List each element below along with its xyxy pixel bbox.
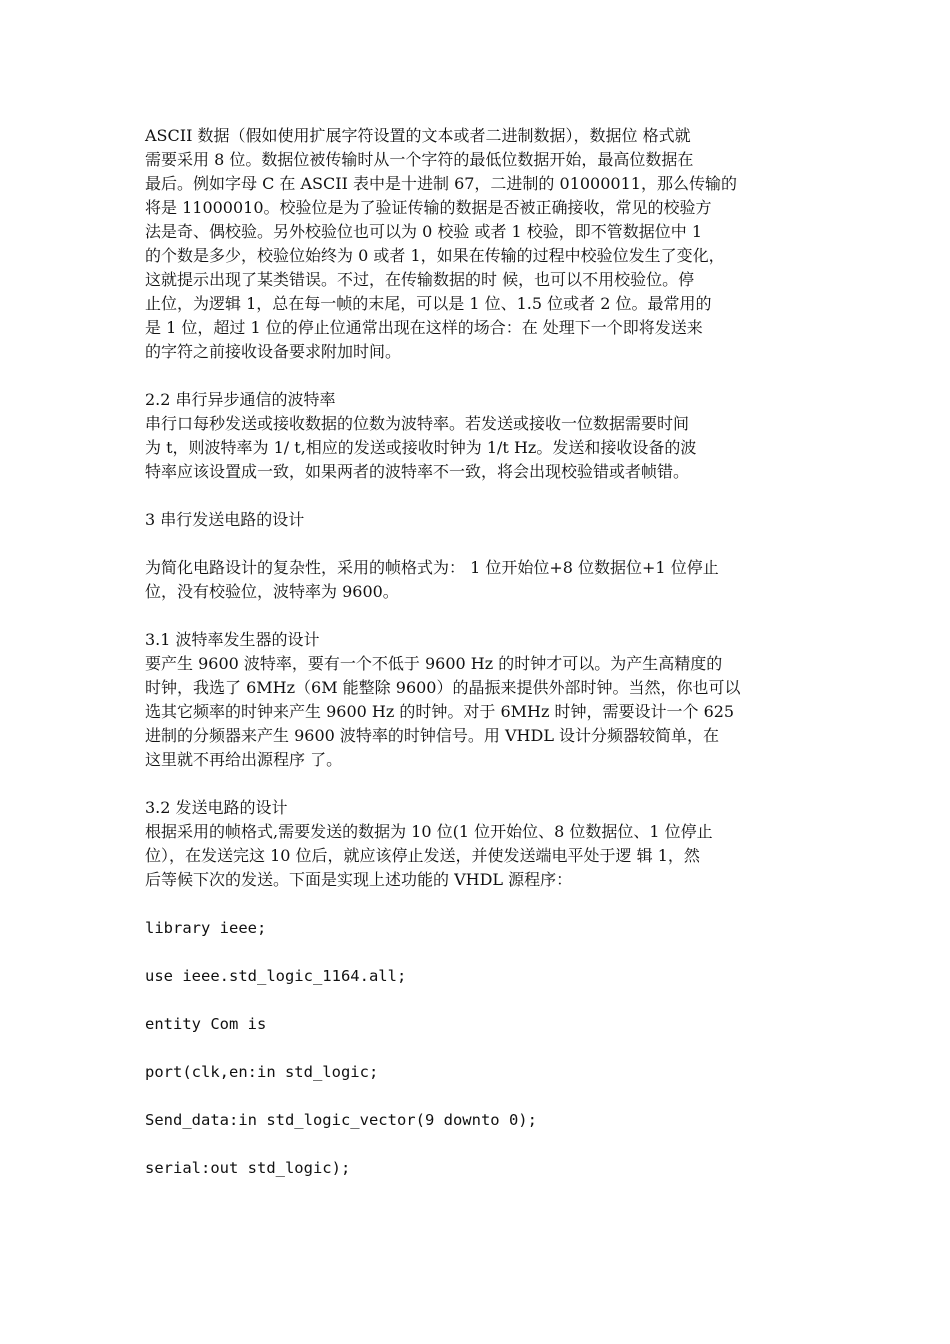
paragraph-gap	[145, 604, 815, 628]
text-line: 特率应该设置成一致，如果两者的波特率不一致，将会出现校验错或者帧错。	[145, 462, 690, 481]
text-line: 需要采用 8 位。数据位被传输时从一个字符的最低位数据开始，最高位数据在	[145, 150, 694, 169]
section-3-2	[145, 796, 815, 892]
text-line: 的字符之前接收设备要求附加时间。	[145, 342, 402, 361]
text-line: 为 t，则波特率为 1/ t,相应的发送或接收时钟为 1/t Hz。发送和接收设备的波	[145, 438, 697, 457]
text-line: 这就提示出现了某类错误。不过，在传输数据的时 候，也可以不用校验位。停	[145, 270, 695, 289]
text-line: 法是奇、偶校验。另外校验位也可以为 0 校验 或者 1 校验，即不管数据位中 1	[145, 222, 703, 241]
text-line: 串行口每秒发送或接收数据的位数为波特率。若发送或接收一位数据需要时间	[145, 414, 690, 433]
paragraph-gap	[145, 988, 815, 1012]
document-page	[145, 124, 815, 1180]
section-heading: 2.2 串行异步通信的波特率	[145, 390, 336, 409]
text-line: 为简化电路设计的复杂性，采用的帧格式为： 1 位开始位+8 位数据位+1 位停止	[145, 558, 719, 577]
section-2-2	[145, 388, 815, 484]
paragraph-gap	[145, 364, 815, 388]
text-line: 的个数是多少，校验位始终为 0 或者 1，如果在传输的过程中校验位发生了变化，	[145, 246, 725, 265]
paragraph-gap	[145, 892, 815, 916]
code-line: serial:out std_logic);	[145, 1159, 351, 1177]
text-line: ASCII 数据（假如使用扩展字符设置的文本或者二进制数据），数据位 格式就	[145, 126, 691, 145]
text-line: 要产生 9600 波特率，要有一个不低于 9600 Hz 的时钟才可以。为产生高精度的	[145, 654, 723, 673]
text-line: 将是 11000010。校验位是为了验证传输的数据是否被正确接收，常见的校验方	[145, 198, 712, 217]
section-3-1	[145, 628, 815, 772]
code-line: use ieee.std_logic_1164.all;	[145, 967, 407, 985]
code-listing	[145, 916, 815, 1180]
paragraph-gap	[145, 532, 815, 556]
text-line: 时钟，我选了 6MHz（6M 能整除 9600）的晶振来提供外部时钟。当然，你也可以	[145, 678, 741, 697]
section-heading: 3.2 发送电路的设计	[145, 798, 288, 817]
paragraph-gap	[145, 940, 815, 964]
paragraph-gap	[145, 1036, 815, 1060]
code-line: Send_data:in std_logic_vector(9 downto 0);	[145, 1111, 537, 1129]
section-heading: 3.1 波特率发生器的设计	[145, 630, 320, 649]
text-line: 位），在发送完这 10 位后，就应该停止发送，并使发送端电平处于逻 辑 1，然	[145, 846, 700, 865]
section-heading: 3 串行发送电路的设计	[145, 510, 305, 529]
text-line: 进制的分频器来产生 9600 波特率的时钟信号。用 VHDL 设计分频器较简单，在	[145, 726, 720, 745]
code-line: port(clk,en:in std_logic;	[145, 1063, 379, 1081]
text-line: 这里就不再给出源程序 了。	[145, 750, 343, 769]
text-line: 最后。例如字母 C 在 ASCII 表中是十进制 67，二进制的 01000011，那么传输的	[145, 174, 737, 193]
code-line: library ieee;	[145, 919, 267, 937]
paragraph-gap	[145, 484, 815, 508]
text-line: 位，没有校验位，波特率为 9600。	[145, 582, 399, 601]
code-line: entity Com is	[145, 1015, 267, 1033]
text-line: 是 1 位，超过 1 位的停止位通常出现在这样的场合：在 处理下一个即将发送来	[145, 318, 703, 337]
section-3	[145, 508, 815, 604]
paragraph-gap	[145, 1084, 815, 1108]
intro-paragraph	[145, 124, 815, 364]
paragraph-gap	[145, 772, 815, 796]
paragraph-gap	[145, 1132, 815, 1156]
text-line: 选其它频率的时钟来产生 9600 Hz 的时钟。对于 6MHz 时钟，需要设计一个 625	[145, 702, 735, 721]
text-line: 止位，为逻辑 1，总在每一帧的末尾，可以是 1 位、1.5 位或者 2 位。最常用的	[145, 294, 712, 313]
text-line: 后等候下次的发送。下面是实现上述功能的 VHDL 源程序：	[145, 870, 573, 889]
text-line: 根据采用的帧格式,需要发送的数据为 10 位(1 位开始位、8 位数据位、1 位停止	[145, 822, 713, 841]
